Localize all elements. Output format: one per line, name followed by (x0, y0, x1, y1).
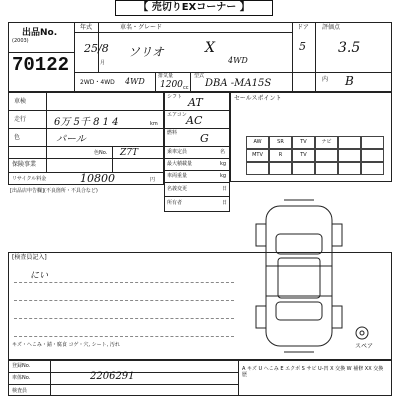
spare-tire-icon (355, 326, 369, 340)
model-grade-label: 車名・グレード (120, 24, 163, 31)
front-left-tire (256, 224, 266, 246)
recycle-fee-value: 10800 (80, 172, 115, 185)
engine-value: 1200 (160, 80, 183, 90)
load-label: 最大積載量 (167, 161, 193, 167)
drive-value: 4WD (228, 56, 248, 65)
capacity-unit: 名 (220, 149, 226, 155)
grade-value: X (205, 40, 215, 56)
car-windshield (276, 234, 322, 254)
sales-point-item (292, 162, 315, 175)
inspection-title: [検査員記入] (12, 254, 47, 261)
car-rear-window (276, 302, 322, 320)
car-name-value: ソリオ (128, 45, 164, 59)
sales-point-item: ナビ (315, 136, 338, 149)
weight-label: 車両重量 (167, 173, 188, 179)
hand-label: 所有者 (167, 200, 183, 206)
drive-row-value: 4WD (125, 77, 145, 86)
front-right-tire (332, 224, 342, 246)
sales-point-item (269, 162, 292, 175)
weight-unit: kg (220, 173, 227, 179)
car-roof (278, 258, 320, 298)
key-legend: キズ・へこみ・錆・腐食 コゲ・穴, シート, 汚れ (12, 342, 120, 348)
maker-unit: 日 (222, 186, 228, 192)
aircon-label: エアコン (167, 112, 187, 118)
capacity-label: 乗車定員 (167, 149, 188, 155)
aircon-value: AC (186, 114, 203, 127)
drive-row-label: 2WD・4WD (80, 79, 115, 86)
model-code-label: 型式 (194, 73, 205, 79)
sales-point-item: TV (292, 149, 315, 162)
door-value: 5 (299, 40, 306, 53)
year-value: 25/8 (84, 42, 109, 55)
sales-point-item (338, 162, 361, 175)
load-unit: kg (220, 161, 227, 167)
lot-prefix-label: (2003) (12, 38, 29, 44)
sales-point-item: TV (292, 136, 315, 149)
sales-point-item (315, 149, 338, 162)
sales-point-item: MTV (246, 149, 269, 162)
spare-label: スペア (355, 343, 374, 350)
nensiki-label: 年式 (80, 24, 93, 31)
year-unit: 月 (100, 60, 106, 66)
sales-point-item (246, 162, 269, 175)
interior-label: 内 (322, 76, 329, 83)
fuel-label: 燃料 (167, 130, 178, 136)
mileage-value: 6万 5千 8 1 4 (54, 117, 119, 128)
shaken-label: 車検 (14, 98, 27, 105)
sales-point-item (338, 136, 361, 149)
color-label: 色 (14, 134, 21, 141)
sale-corner-banner: 【 売切りEXコーナー 】 (115, 0, 273, 16)
shift-value: AT (188, 96, 203, 109)
registration-label: 登録No. (12, 363, 31, 369)
sales-point-item: R (269, 149, 292, 162)
recycle-fee-label: リサイクル料金 (12, 176, 47, 182)
vin-value: 2206291 (90, 371, 135, 382)
sales-point-item (361, 136, 384, 149)
eval-label: 評価点 (322, 24, 341, 31)
car-body-outline (266, 206, 332, 346)
notes-label: [出品店申告欄](不良箇所・不具合など) (10, 188, 98, 194)
rear-left-tire (256, 306, 266, 328)
lot-number-label: 出品No. (22, 28, 58, 38)
rear-right-tire (332, 306, 342, 328)
damage-legend: A キズ U へこみ E エクボ S サビ U-凹 X 交換 W 補修 XX 交換歴 (242, 366, 384, 378)
door-label: ドア (297, 24, 309, 31)
color-code-value: Z7T (120, 148, 138, 158)
sales-points-title: セールスポイント (234, 95, 282, 102)
mileage-label: 走行 (14, 116, 27, 123)
hand-unit: 日 (222, 200, 228, 206)
sales-points-grid (246, 136, 386, 176)
inspector-label: 検査員 (12, 388, 28, 394)
recycle-label: 保険事業 (12, 161, 37, 168)
inspection-note: にい (30, 271, 49, 281)
maker-label: 名義変更 (167, 186, 188, 192)
fuel-value: G (200, 132, 209, 145)
car-diagram (244, 196, 354, 356)
vin-label: 車体No. (12, 375, 31, 381)
sales-point-item: SR (269, 136, 292, 149)
mileage-unit: km (150, 121, 158, 127)
color-value: パール (56, 134, 86, 145)
sales-point-item (361, 149, 384, 162)
eval-value: 3.5 (338, 40, 361, 56)
sales-point-item: AW (246, 136, 269, 149)
sales-point-item (315, 162, 338, 175)
engine-unit: cc (183, 85, 189, 91)
color-code-label: 色No. (94, 150, 108, 156)
interior-value: B (345, 74, 354, 88)
shift-label: シフト (167, 94, 183, 100)
model-code-value: DBA -MA15S (205, 78, 272, 89)
lot-number: 70122 (12, 54, 70, 76)
sales-point-item (338, 149, 361, 162)
recycle-fee-unit: 円 (150, 177, 156, 183)
sales-point-item (361, 162, 384, 175)
engine-label: 排気量 (158, 73, 174, 79)
